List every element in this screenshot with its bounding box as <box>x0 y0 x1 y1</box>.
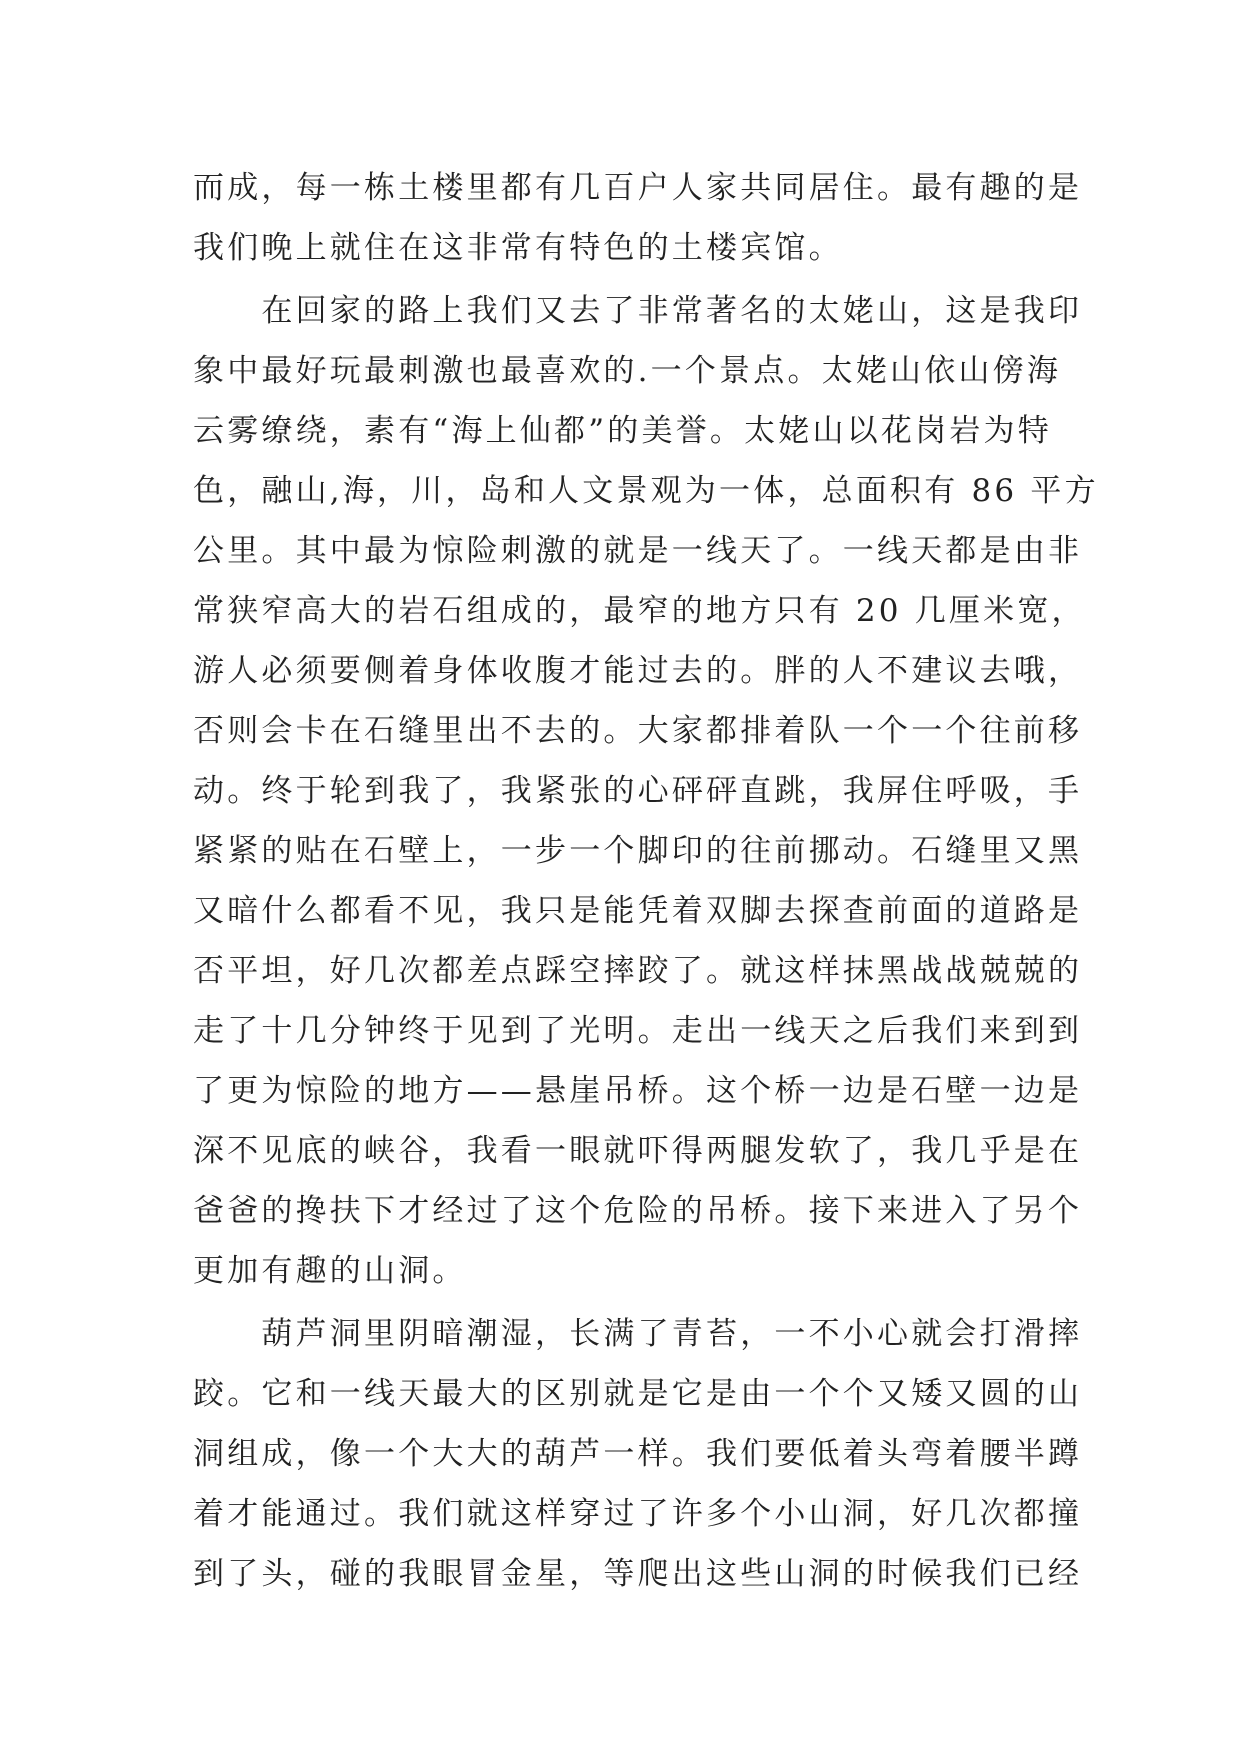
text-line: 着才能通过。我们就这样穿过了许多个小山洞，好几次都撞 <box>193 1496 1083 1532</box>
text-line: 我们晚上就住在这非常有特色的土楼宾馆。 <box>193 230 843 266</box>
text-line: 葫芦洞里阴暗潮湿，长满了青苔，一不小心就会打滑摔 <box>193 1316 1083 1352</box>
text-line: 游人必须要侧着身体收腹才能过去的。胖的人不建议去哦， <box>193 653 1083 689</box>
text-line: 常狭窄高大的岩石组成的，最窄的地方只有 20 几厘米宽， <box>193 593 1086 629</box>
text-line: 否平坦，好几次都差点踩空摔跤了。就这样抹黑战战兢兢的 <box>193 953 1083 989</box>
paragraph-gourd-cave <box>193 1304 1083 1604</box>
text-line: 到了头，碰的我眼冒金星，等爬出这些山洞的时候我们已经 <box>193 1556 1083 1592</box>
text-line: 否则会卡在石缝里出不去的。大家都排着队一个一个往前移 <box>193 713 1083 749</box>
document-body <box>193 158 1099 1604</box>
text-line: 云雾缭绕，素有“海上仙都”的美誉。太姥山以花岗岩为特 <box>193 413 1052 449</box>
text-line: 跤。它和一线天最大的区别就是它是由一个个又矮又圆的山 <box>193 1376 1083 1412</box>
text-line: 在回家的路上我们又去了非常著名的太姥山，这是我印 <box>193 293 1083 329</box>
text-line: 走了十几分钟终于见到了光明。走出一线天之后我们来到到 <box>193 1013 1083 1049</box>
text-line: 紧紧的贴在石壁上，一步一个脚印的往前挪动。石缝里又黑 <box>193 833 1083 869</box>
text-line: 动。终于轮到我了，我紧张的心砰砰直跳，我屏住呼吸，手 <box>193 773 1083 809</box>
text-line: 了更为惊险的地方——悬崖吊桥。这个桥一边是石壁一边是 <box>193 1073 1083 1109</box>
text-line: 深不见底的峡谷，我看一眼就吓得两腿发软了，我几乎是在 <box>193 1133 1083 1169</box>
text-line: 象中最好玩最刺激也最喜欢的.一个景点。太姥山依山傍海 <box>193 353 1062 389</box>
text-line: 更加有趣的山洞。 <box>193 1253 467 1289</box>
text-line: 又暗什么都看不见，我只是能凭着双脚去探查前面的道路是 <box>193 893 1083 929</box>
text-line: 而成，每一栋土楼里都有几百户人家共同居住。最有趣的是 <box>193 170 1083 206</box>
paragraph-taimu-mountain <box>193 281 1099 1301</box>
text-line: 洞组成，像一个大大的葫芦一样。我们要低着头弯着腰半蹲 <box>193 1436 1083 1472</box>
paragraph-tulou-continuation <box>193 158 1083 278</box>
text-line: 爸爸的搀扶下才经过了这个危险的吊桥。接下来进入了另个 <box>193 1193 1083 1229</box>
text-line: 公里。其中最为惊险刺激的就是一线天了。一线天都是由非 <box>193 533 1083 569</box>
text-line: 色，融山,海，川，岛和人文景观为一体，总面积有 86 平方 <box>193 473 1099 509</box>
